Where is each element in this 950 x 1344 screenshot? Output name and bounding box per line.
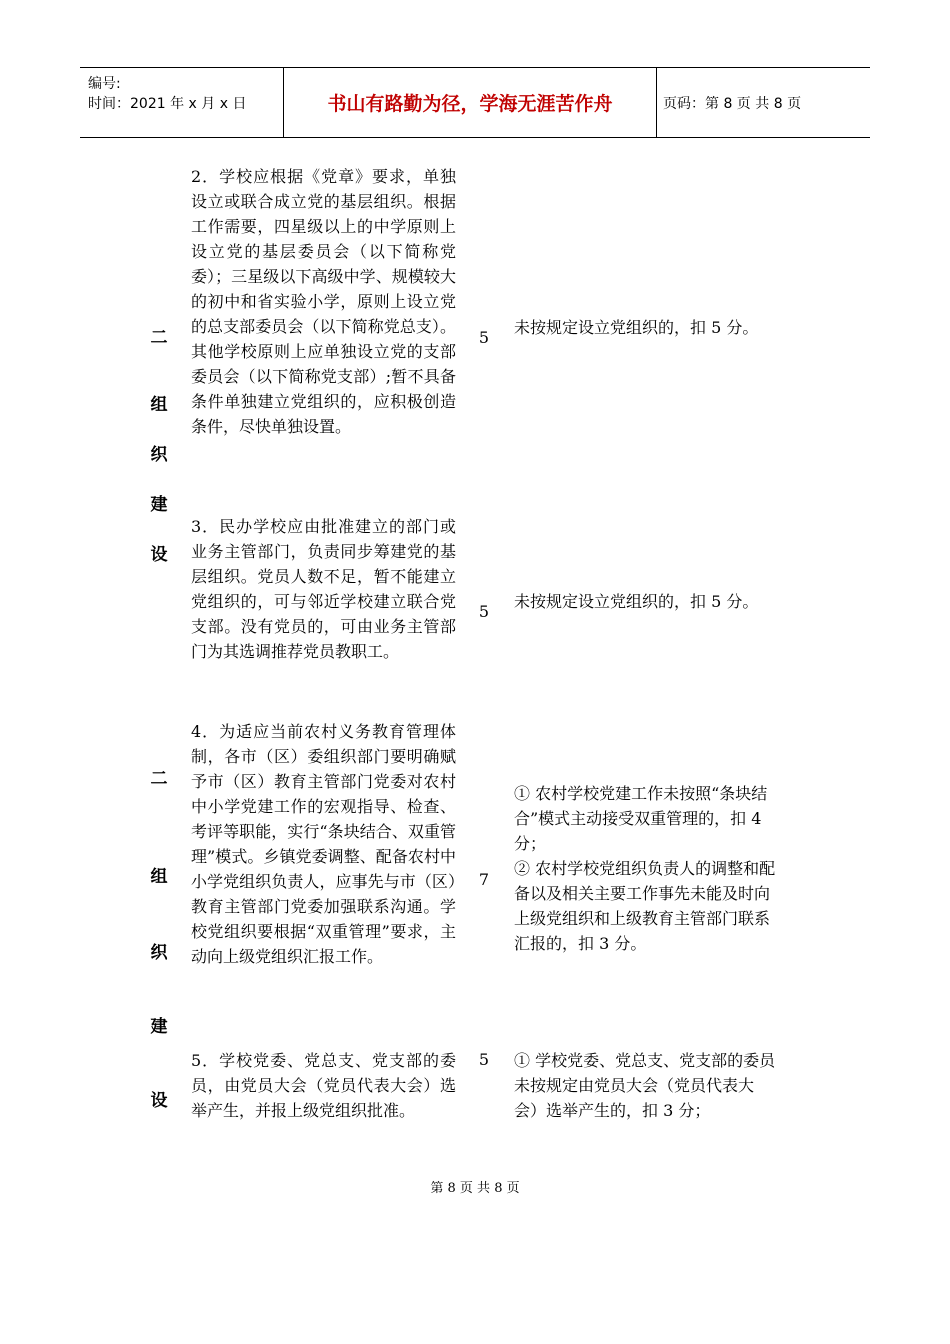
- document-number-label: 编号:: [88, 76, 121, 92]
- section-char: 二: [150, 769, 168, 789]
- section-char: 织: [150, 943, 168, 963]
- score-value: 7: [478, 870, 490, 889]
- header-page-number: 页码：第 8 页 共 8 页: [663, 95, 802, 112]
- requirement-text: 5．学校党委、党总支、党支部的委员，由党员大会（党员代表大会）选举产生，并报上级党组织批准。: [191, 1051, 456, 1120]
- document-time-label: 时间：2021 年 x 月 x 日: [88, 96, 247, 112]
- page-footer: 第 8 页 共 8 页: [430, 1181, 520, 1196]
- page-header: [80, 67, 870, 138]
- header-motto: 书山有路勤为径，学海无涯苦作舟: [327, 93, 613, 115]
- deduction-rule: 未按规定设立党组织的，扣 5 分。: [514, 592, 759, 611]
- section-char: 建: [150, 495, 168, 515]
- requirement-text: 2．学校应根据《党章》要求，单独设立或联合成立党的基层组织。根据工作需要，四星级以上的中学原则上设立党的基层委员会（以下简称党委）；三星级以下高级中学、规模较大的初中和省实验小学，原则上设立党的总支部委员会（以下简称党总支）。其他学校原则上应单独设立党的支部委员会（以下简称党支部）;暂不具备条件单独建立党组织的，应积极创造条件，尽快单独设置。: [191, 167, 456, 436]
- deduction-rule: ① 学校党委、党总支、党支部的委员未按规定由党员大会（党员代表大会）选举产生的，扣 3 分；: [514, 1051, 776, 1120]
- section-char: 组: [150, 867, 168, 887]
- score-value: 5: [478, 1050, 490, 1069]
- section-char: 组: [150, 395, 168, 415]
- section-char: 二: [150, 328, 168, 348]
- header-divider: [656, 68, 657, 137]
- section-char: 织: [150, 445, 168, 465]
- section-char: 建: [150, 1017, 168, 1037]
- section-char: 设: [150, 545, 168, 565]
- requirement-text: 4．为适应当前农村义务教育管理体制，各市（区）委组织部门要明确赋予市（区）教育主管部门党委对农村中小学党建工作的宏观指导、检查、考评等职能，实行“条块结合、双重管理”模式。乡镇党委调整、配备农村中小学党组织负责人，应事先与市（区）教育主管部门党委加强联系沟通。学校党组织要根据“双重管理”要求，主动向上级党组织汇报工作。: [191, 722, 456, 966]
- deduction-rule: 未按规定设立党组织的，扣 5 分。: [514, 318, 759, 337]
- section-char: 设: [150, 1091, 168, 1111]
- requirement-text: 3．民办学校应由批准建立的部门或业务主管部门，负责同步筹建党的基层组织。党员人数不足，暂不能建立党组织的，可与邻近学校建立联合党支部。没有党员的，可由业务主管部门为其选调推荐党员教职工。: [191, 517, 456, 661]
- score-value: 5: [478, 328, 490, 347]
- score-value: 5: [478, 602, 490, 621]
- deduction-rule: ① 农村学校党建工作未按照“条块结合”模式主动接受双重管理的，扣 4 分； ② 农村学校党组织负责人的调整和配备以及相关主要工作事先未能及时向上级党组织和上级教育主管部门联系汇报的，扣 3 分。: [514, 784, 776, 953]
- header-info: [88, 74, 246, 114]
